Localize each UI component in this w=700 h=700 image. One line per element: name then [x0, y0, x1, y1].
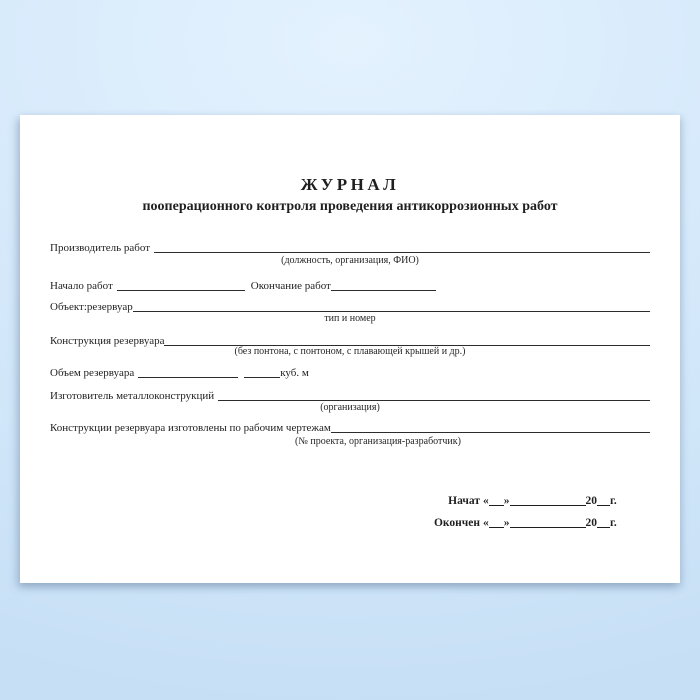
field-row-volume [50, 367, 650, 380]
construction-caption: (без понтона, с понтоном, с плавающей крышей и др.) [234, 346, 466, 357]
started-year-blank [597, 503, 610, 506]
field-row-drawings [50, 422, 650, 435]
year-suffix: г. [610, 495, 617, 507]
field-row-producer [50, 242, 650, 255]
finished-label: Окончен [433, 517, 480, 529]
document-sheet [20, 115, 680, 583]
century-prefix: 20 [585, 495, 597, 507]
volume-blank-line [138, 375, 238, 378]
drawings-blank-line [331, 430, 650, 433]
finished-month-blank [510, 525, 586, 528]
producer-blank-line [154, 250, 650, 253]
drawings-caption: (№ проекта, организация-разработчик) [295, 436, 461, 447]
finished-day-blank [489, 525, 504, 528]
manufacturer-caption: (организация) [320, 402, 380, 413]
journal-started-row [414, 494, 617, 508]
construction-label: Конструкция резервуара [50, 335, 165, 347]
started-day-blank [489, 503, 504, 506]
volume-label: Объем резервуара [50, 367, 135, 379]
manufacturer-blank-line [218, 398, 650, 401]
manufacturer-label: Изготовитель металлоконструкций [50, 390, 215, 402]
volume-unit-blank-line [244, 375, 280, 378]
work-start-blank-line [117, 288, 245, 291]
started-label: Начат [448, 495, 480, 507]
year-suffix: г. [610, 517, 617, 529]
finished-year-blank [597, 525, 610, 528]
work-start-label: Начало работ [50, 280, 113, 292]
work-end-blank-line [331, 288, 436, 291]
journal-subtitle: пооперационного контроля проведения антикоррозионных работ [142, 199, 558, 214]
object-caption: тип и номер [324, 313, 376, 324]
producer-caption: (должность, организация, ФИО) [281, 255, 419, 266]
field-row-work-dates [50, 280, 650, 293]
producer-label: Производитель работ [50, 242, 151, 254]
drawings-label: Конструкции резервуара изготовлены по рабочим чертежам [50, 422, 331, 434]
quote-open: « [483, 517, 489, 529]
quote-close: » [503, 517, 510, 529]
work-end-label: Окончание работ [250, 280, 331, 292]
object-label: Объект:резервуар [50, 301, 133, 313]
object-blank-line [133, 309, 650, 312]
started-month-blank [510, 503, 586, 506]
quote-open: « [483, 495, 489, 507]
journal-finished-row [414, 516, 617, 530]
journal-title: ЖУРНАЛ [300, 175, 400, 194]
quote-close: » [503, 495, 510, 507]
volume-unit-label: куб. м [280, 367, 309, 379]
century-prefix: 20 [585, 517, 597, 529]
